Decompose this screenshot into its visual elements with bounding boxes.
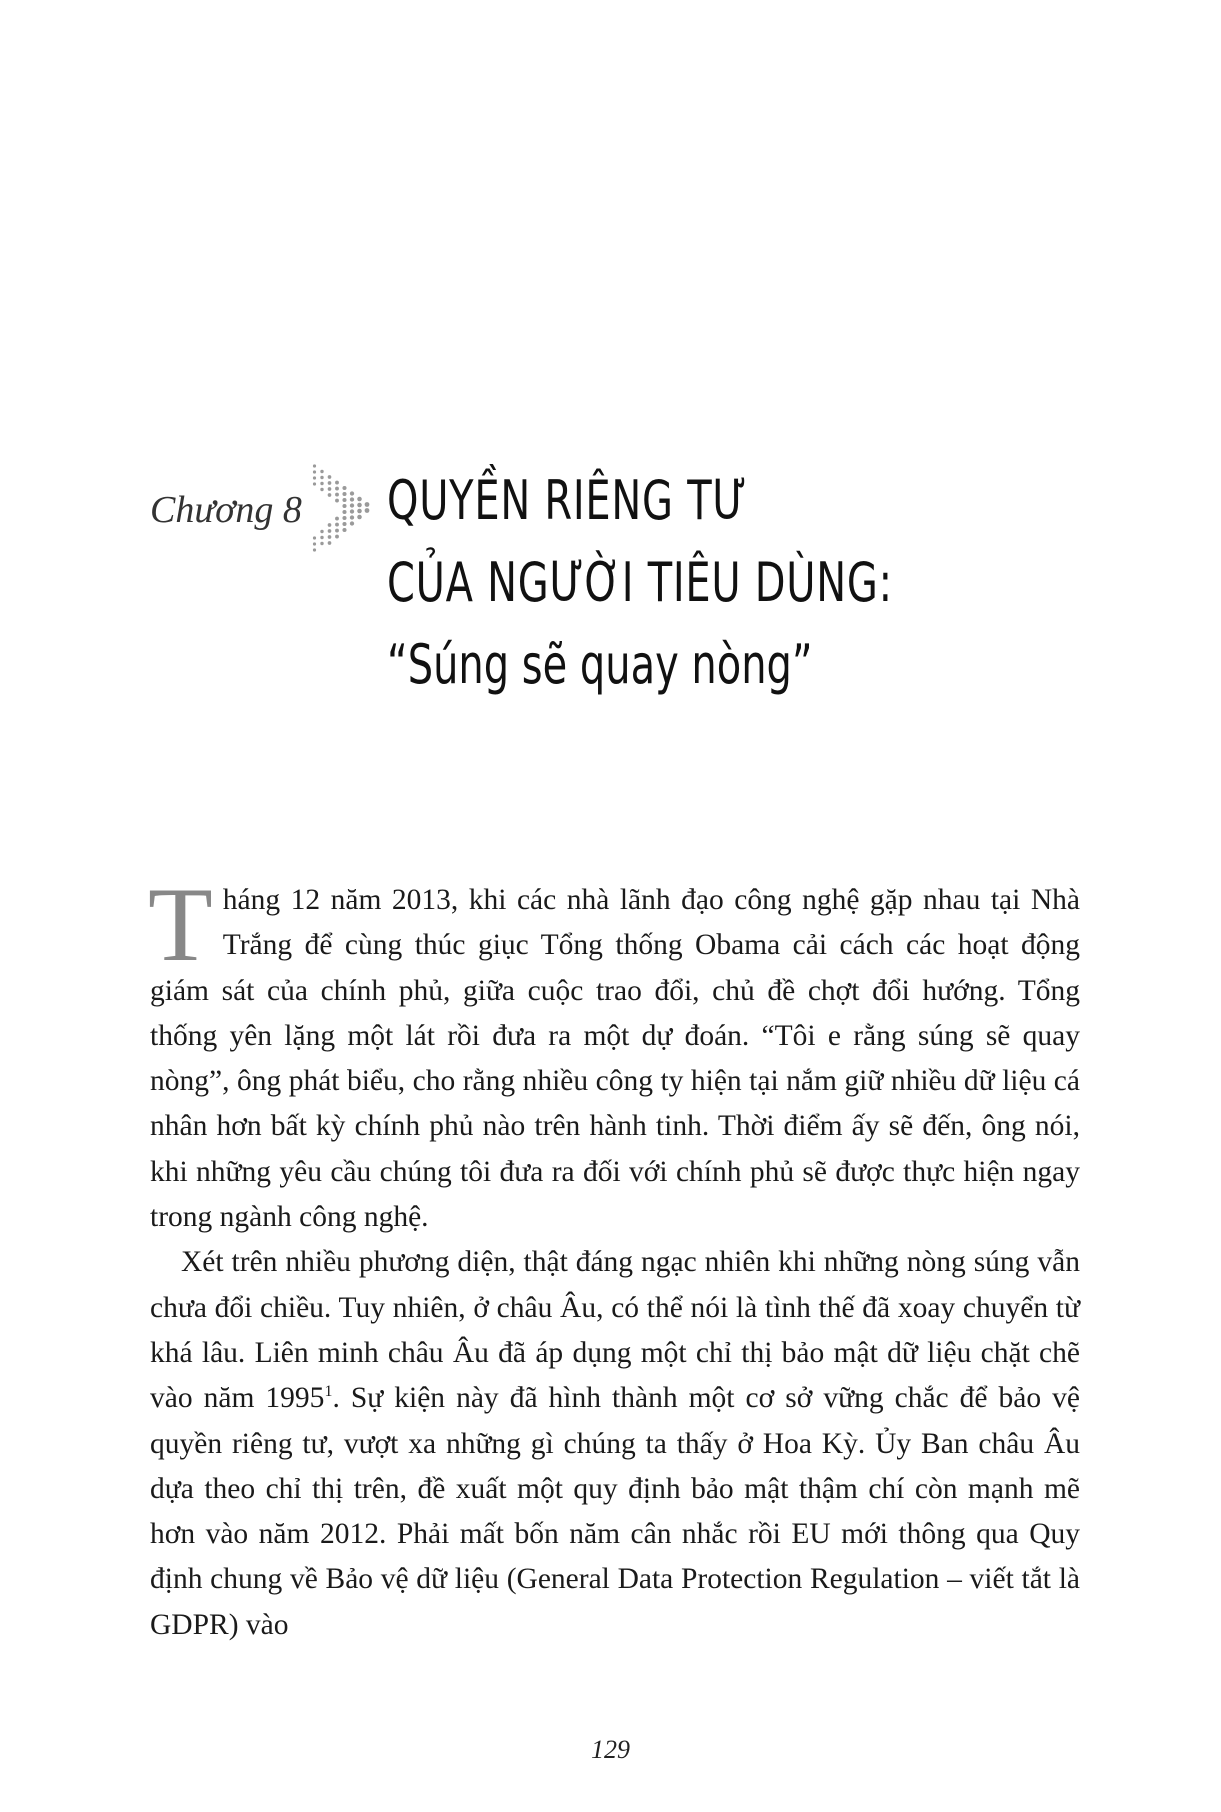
body-text (148, 866, 1080, 1648)
footnote-marker[interactable]: 1 (324, 1383, 333, 1401)
paragraph-2-text-b: . Sự kiện này đã hình thành một cơ sở vững chắc để bảo vệ quyền riêng tư, vượt xa những gì chúng ta thấy ở Hoa Kỳ. Ủy Ban châu Âu dựa theo chỉ thị trên, đề xuất một quy định bảo mật thậm chí còn mạnh mẽ hơn vào năm 2012. Phải mất bốn năm cân nhắc rồi EU mới thông qua Quy định chung về Bảo vệ dữ liệu (General Data Protection Regulation – viết tắt là GDPR) vào (150, 1382, 1080, 1641)
title-line-2: CỦA NGƯỜI TIÊU DÙNG: (387, 551, 893, 614)
chapter-title (387, 460, 949, 706)
title-line-3: “Súng sẽ quay nòng” (387, 633, 813, 696)
chapter-label: Chương 8 (150, 489, 302, 531)
dotted-chevron-icon (305, 462, 375, 558)
paragraph-1 (148, 866, 1080, 1240)
paragraph-2 (150, 1240, 1080, 1648)
title-line-1: QUYỀN RIÊNG TƯ (387, 469, 748, 532)
page-number: 129 (591, 1735, 630, 1764)
paragraph-1-text: háng 12 năm 2013, khi các nhà lãnh đạo công nghệ gặp nhau tại Nhà Trắng để cùng thúc giục Tổng thống Obama cải cách các hoạt động giám sát của chính phủ, giữa cuộc trao đổi, chủ đề chợt đổi hướng. Tổng thống yên lặng một lát rồi đưa ra một dự đoán. “Tôi e rằng súng sẽ quay nòng”, ông phát biểu, cho rằng nhiều công ty hiện tại nắm giữ nhiều dữ liệu cá nhân hơn bất kỳ chính phủ nào trên hành tinh. Thời điểm ấy sẽ đến, ông nói, khi những yêu cầu chúng tôi đưa ra đối với chính phủ sẽ được thực hiện ngay trong ngành công nghệ. (150, 884, 1080, 1234)
dropcap: T (148, 866, 213, 983)
paragraph-2-text-a: Xét trên nhiều phương diện, thật đáng ngạc nhiên khi những nòng súng vẫn chưa đổi chiều. Tuy nhiên, ở châu Âu, có thể nói là tình thế đã xoay chuyển từ khá lâu. Liên minh châu Âu đã áp dụng một chỉ thị bảo mật dữ liệu chặt chẽ vào năm 1995 (150, 1246, 1080, 1415)
